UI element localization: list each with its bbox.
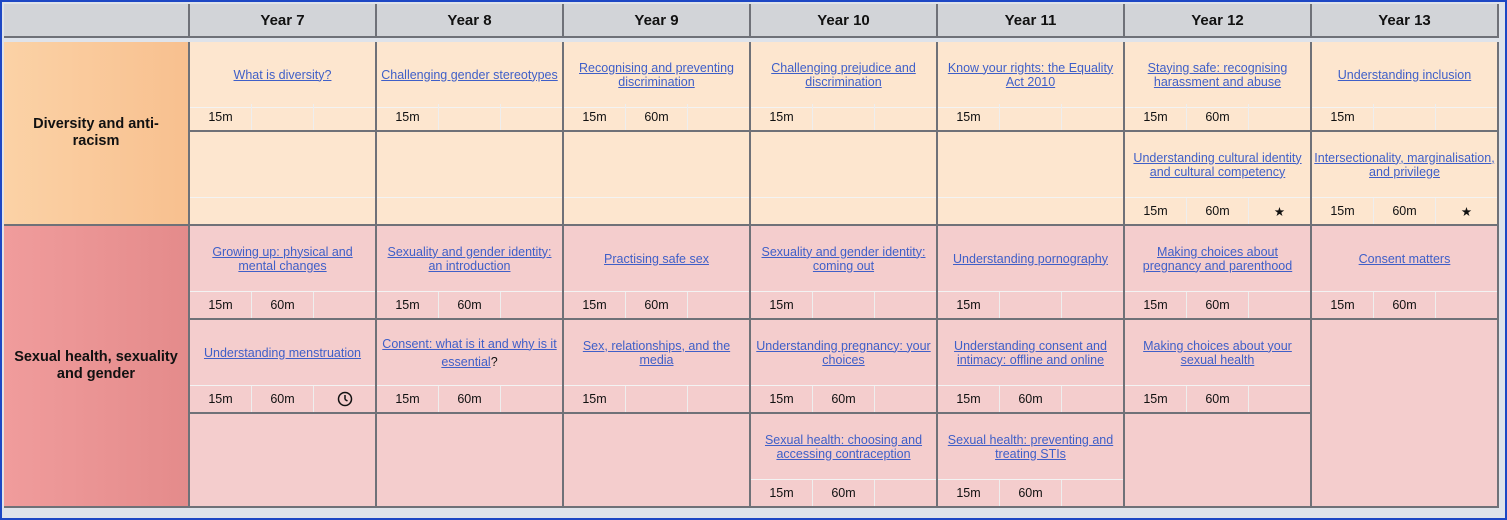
topic-card [1125, 42, 1312, 132]
duration-extra [688, 292, 749, 318]
topic-link[interactable]: Staying safe: recognising harassment and abuse [1147, 60, 1288, 89]
topic-link[interactable]: Know your rights: the Equality Act 2010 [947, 60, 1114, 89]
topic-card [938, 320, 1125, 414]
duration-short: 15m [1125, 386, 1187, 412]
duration-short: 15m [190, 104, 252, 130]
duration-short: 15m [751, 292, 813, 318]
category-sexual-health: Sexual health, sexuality and gender [4, 226, 190, 508]
header-year-11: Year 11 [938, 4, 1125, 38]
topic-card [938, 42, 1125, 132]
duration-short: 15m [938, 292, 1000, 318]
clock-icon [314, 386, 375, 412]
duration-long: 60m [626, 292, 688, 318]
duration-extra [1062, 386, 1123, 412]
topic-link[interactable]: Recognising and preventing discrimination [579, 60, 734, 89]
duration-extra [314, 292, 375, 318]
empty-cell [751, 132, 938, 226]
topic-link[interactable]: Sexuality and gender identity: an introduction [387, 244, 552, 273]
topic-link[interactable]: Consent: what is it and why is it essential [382, 336, 557, 369]
star-icon: ★ [1273, 204, 1286, 219]
duration-short: 15m [938, 386, 1000, 412]
duration-long: 60m [439, 292, 501, 318]
duration-extra [875, 386, 936, 412]
topic-link[interactable]: Making choices about your sexual health [1143, 338, 1292, 367]
topic-link[interactable]: Understanding pregnancy: your choices [756, 338, 931, 367]
duration-long: 60m [252, 386, 314, 412]
duration-short: 15m [190, 292, 252, 318]
duration-extra [1062, 480, 1123, 506]
topic-card [938, 414, 1125, 508]
duration-long: 60m [1374, 292, 1436, 318]
topic-card [751, 320, 938, 414]
topic-card [1125, 226, 1312, 320]
topic-card [564, 320, 751, 414]
empty-cell [377, 414, 564, 508]
duration-long: 60m [1374, 198, 1436, 224]
duration-long [1374, 104, 1436, 130]
duration-extra [875, 292, 936, 318]
duration-long [1000, 104, 1062, 130]
topic-link[interactable]: What is diversity? [233, 67, 332, 82]
header-year-7: Year 7 [190, 4, 377, 38]
duration-long: 60m [1000, 386, 1062, 412]
duration-long: 60m [1187, 198, 1249, 224]
topic-card [938, 226, 1125, 320]
duration-extra [1436, 292, 1497, 318]
duration-short: 15m [564, 386, 626, 412]
header-year-10: Year 10 [751, 4, 938, 38]
empty-cell [190, 132, 377, 226]
duration-long: 60m [813, 480, 875, 506]
duration-short: 15m [1312, 292, 1374, 318]
duration-short: 15m [1312, 104, 1374, 130]
curriculum-grid [4, 4, 1499, 508]
duration-short: 15m [1125, 198, 1187, 224]
duration-short: 15m [190, 386, 252, 412]
duration-extra [501, 104, 562, 130]
empty-cell [1312, 320, 1499, 508]
title-suffix: ? [490, 354, 498, 369]
duration-long: 60m [1187, 386, 1249, 412]
topic-link[interactable]: Challenging prejudice and discrimination [771, 60, 916, 89]
header-corner [4, 4, 190, 38]
duration-short: 15m [564, 292, 626, 318]
topic-card [377, 320, 564, 414]
duration-short: 15m [938, 104, 1000, 130]
duration-long: 60m [252, 292, 314, 318]
topic-link[interactable]: Understanding menstruation [203, 345, 362, 360]
empty-cell [190, 414, 377, 508]
duration-short: 15m [1125, 104, 1187, 130]
empty-cell [564, 132, 751, 226]
duration-extra [1249, 386, 1310, 412]
duration-extra [1249, 104, 1310, 130]
topic-link[interactable]: Understanding inclusion [1337, 67, 1472, 82]
topic-card [564, 226, 751, 320]
duration-long: 60m [813, 386, 875, 412]
duration-long [439, 104, 501, 130]
duration-short: 15m [377, 386, 439, 412]
duration-extra [875, 480, 936, 506]
empty-cell [1125, 414, 1312, 508]
topic-card [190, 320, 377, 414]
duration-extra [314, 104, 375, 130]
topic-card [190, 226, 377, 320]
duration-extra [1249, 292, 1310, 318]
header-year-13: Year 13 [1312, 4, 1499, 38]
duration-extra [688, 104, 749, 130]
topic-link[interactable]: Understanding cultural identity and cultural competency [1133, 150, 1302, 179]
topic-link[interactable]: Sexual health: choosing and accessing contraception [764, 432, 923, 461]
topic-link[interactable]: Understanding consent and intimacy: offline and online [954, 338, 1107, 367]
topic-card [1312, 42, 1499, 132]
duration-long: 60m [1187, 292, 1249, 318]
topic-link[interactable]: Sexual health: preventing and treating STIs [947, 432, 1114, 461]
topic-link[interactable]: Sex, relationships, and the media [582, 338, 731, 367]
topic-card [751, 414, 938, 508]
duration-extra [688, 386, 749, 412]
category-diversity: Diversity and anti-racism [4, 42, 190, 226]
topic-card [1125, 320, 1312, 414]
duration-short: 15m [564, 104, 626, 130]
duration-short: 15m [751, 104, 813, 130]
duration-extra [875, 104, 936, 130]
duration-short: 15m [938, 480, 1000, 506]
topic-card [190, 42, 377, 132]
duration-short: 15m [377, 104, 439, 130]
duration-extra [1062, 104, 1123, 130]
duration-long [813, 292, 875, 318]
duration-long: 60m [1187, 104, 1249, 130]
empty-cell [564, 414, 751, 508]
empty-cell [938, 132, 1125, 226]
topic-card [377, 226, 564, 320]
topic-card [564, 42, 751, 132]
topic-link[interactable]: Growing up: physical and mental changes [212, 244, 353, 273]
topic-card [1312, 132, 1499, 226]
duration-long: 60m [1000, 480, 1062, 506]
topic-link[interactable]: Practising safe sex [604, 251, 709, 266]
duration-short: 15m [751, 480, 813, 506]
duration-long [626, 386, 688, 412]
topic-link[interactable]: Making choices about pregnancy and parenthood [1142, 244, 1293, 273]
duration-long: 60m [439, 386, 501, 412]
duration-extra [501, 386, 562, 412]
topic-link[interactable]: Challenging gender stereotypes [381, 67, 558, 82]
duration-long [252, 104, 314, 130]
duration-short: 15m [1312, 198, 1374, 224]
topic-link[interactable]: Understanding pornography [953, 251, 1108, 266]
topic-card [1312, 226, 1499, 320]
duration-long: 60m [626, 104, 688, 130]
duration-extra [501, 292, 562, 318]
duration-short: 15m [751, 386, 813, 412]
header-year-12: Year 12 [1125, 4, 1312, 38]
star-icon: ★ [1460, 204, 1473, 219]
duration-long [813, 104, 875, 130]
topic-card [377, 42, 564, 132]
duration-short: 15m [1125, 292, 1187, 318]
duration-short: 15m [377, 292, 439, 318]
topic-link[interactable]: Consent matters [1358, 251, 1451, 266]
topic-card [751, 226, 938, 320]
empty-cell [377, 132, 564, 226]
duration-long [1000, 292, 1062, 318]
topic-card [751, 42, 938, 132]
duration-extra [1062, 292, 1123, 318]
topic-link[interactable]: Intersectionality, marginalisation, and privilege [1314, 150, 1495, 179]
topic-link[interactable]: Sexuality and gender identity: coming out [761, 244, 926, 273]
header-year-9: Year 9 [564, 4, 751, 38]
header-year-8: Year 8 [377, 4, 564, 38]
duration-extra [1436, 104, 1497, 130]
topic-card [1125, 132, 1312, 226]
